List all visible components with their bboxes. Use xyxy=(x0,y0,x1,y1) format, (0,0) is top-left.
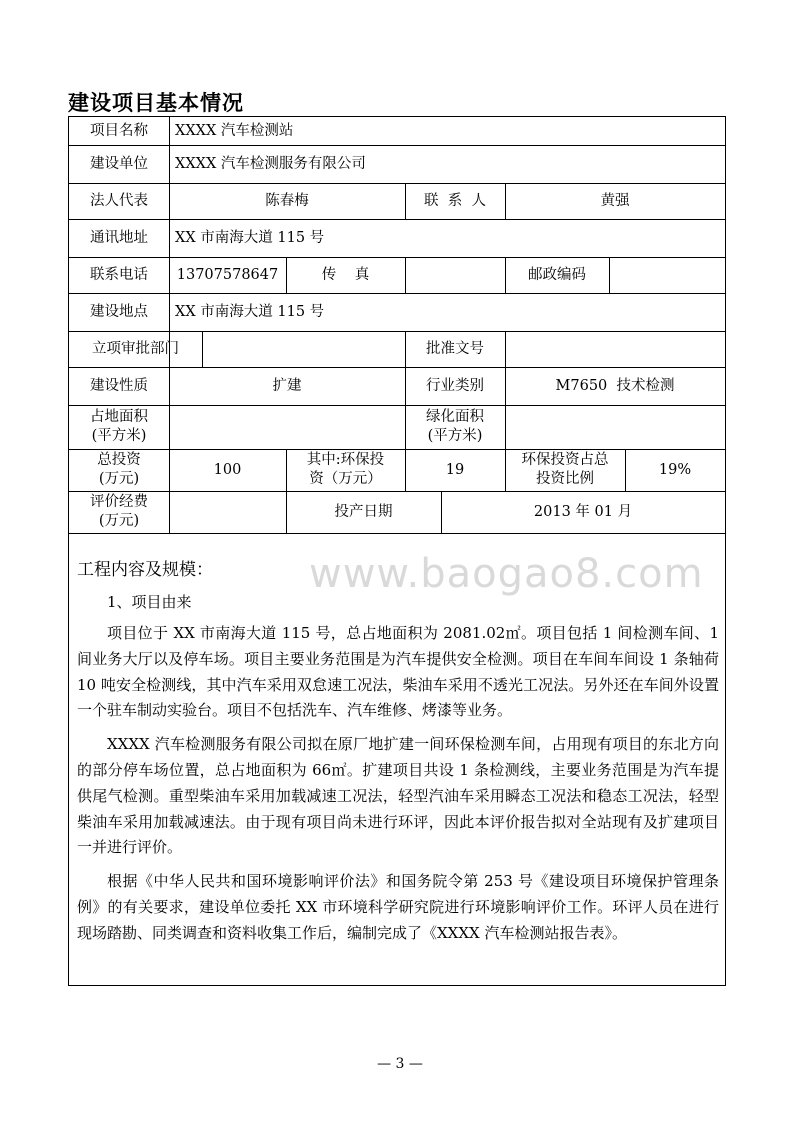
start-date-label: 投产日期 xyxy=(334,503,393,520)
builder-label: 建设单位 xyxy=(90,155,148,172)
section-heading: 工程内容及规模： xyxy=(77,560,213,580)
land-area-label: 占地面积 (平方米) xyxy=(90,409,148,444)
nature-label: 建设性质 xyxy=(90,377,148,394)
env-invest-label: 其中:环保投 资（万元） xyxy=(306,452,385,487)
page-title: 建设项目基本情况 xyxy=(68,91,244,115)
green-area-value xyxy=(505,405,725,449)
approval-dept-value xyxy=(202,331,405,367)
info-table xyxy=(68,116,726,986)
project-name-value: XXXX 汽车检测站 xyxy=(175,122,294,139)
address-label: 通讯地址 xyxy=(90,229,148,246)
site-value: XX 市南海大道 115 号 xyxy=(175,303,325,320)
paragraphs xyxy=(77,621,719,955)
legal-rep-label: 法人代表 xyxy=(90,192,148,209)
phone-label: 联系电话 xyxy=(90,266,148,283)
project-content-section xyxy=(69,543,725,985)
approval-no-label: 批准文号 xyxy=(426,340,484,357)
green-area-label: 绿化面积 (平方米) xyxy=(426,409,484,444)
land-area-value xyxy=(169,405,405,449)
project-name-label: 项目名称 xyxy=(90,122,148,139)
paragraph: XXXX 汽车检测服务有限公司拟在原厂地扩建一间环保检测车间，占用现有项目的东北方向的部分停车场位置，总占地面积为 66㎡。扩建项目共设 1 条检测线，主要业务范围是为汽车提供尾气检测。重型柴油车采用加载减速工况法，轻型汽油车采用瞬态工况法和稳态工况法，轻型柴油车采用加载减速法。由于现有项目尚未进行环评，因此本评价报告拟对全站现有及扩建项目一并进行评价。 xyxy=(77,735,719,857)
contact-value: 黄强 xyxy=(600,192,630,209)
builder-value: XXXX 汽车检测服务有限公司 xyxy=(175,155,366,172)
page-number: — 3 — xyxy=(377,1056,423,1072)
env-ratio-label: 环保投资占总 投资比例 xyxy=(521,452,609,487)
env-invest-value: 19 xyxy=(445,461,465,478)
total-invest-value: 100 xyxy=(213,461,242,478)
env-ratio-value: 19% xyxy=(658,461,692,478)
nature-value: 扩建 xyxy=(272,377,302,394)
phone-value: 13707578647 xyxy=(176,266,279,283)
legal-rep-value: 陈春梅 xyxy=(265,192,309,209)
start-date-value: 2013 年 01 月 xyxy=(533,503,633,520)
postcode-value xyxy=(609,257,725,293)
contact-label: 联 系 人 xyxy=(424,192,486,209)
subsection-heading: 1、项目由来 xyxy=(107,593,192,611)
watermark: www.baogao8.com xyxy=(309,551,704,597)
industry-label: 行业类别 xyxy=(426,377,484,394)
paragraph: 根据《中华人民共和国环境影响评价法》和国务院令第 253 号《建设项目环境保护管理条例》的有关要求，建设单位委托 XX 市环境科学研究院进行环境影响评价工作。环评人员在进行现场踏勘、同类调查和资料收集工作后，编制完成了《XXXX 汽车检测站报告表》。 xyxy=(77,872,719,942)
industry-value: M7650 技术检测 xyxy=(555,377,675,394)
postcode-label: 邮政编码 xyxy=(528,266,586,283)
fax-value xyxy=(405,257,505,293)
fax-label: 传 真 xyxy=(321,266,370,283)
eval-fee-label: 评价经费 (万元) xyxy=(90,494,148,529)
total-invest-label: 总投资 (万元) xyxy=(97,452,141,487)
eval-fee-value xyxy=(169,491,286,533)
site-label: 建设地点 xyxy=(90,303,148,320)
paragraph: 项目位于 XX 市南海大道 115 号，总占地面积为 2081.02㎡。项目包括 1 间检测车间、1 间业务大厅以及停车场。项目主要业务范围是为汽车提供安全检测。项目在车间车间设 1 条轴荷 10 吨安全检测线，其中汽车采用双怠速工况法，柴油车采用不透光工况法。另外还在车间外设置一个驻车制动实验台。项目不包括洗车、汽车维修、烤漆等业务。 xyxy=(77,624,719,720)
approval-no-value xyxy=(505,331,725,367)
address-value: XX 市南海大道 115 号 xyxy=(175,229,325,246)
row-divider xyxy=(69,533,725,534)
approval-dept-label: 立项审批部门 xyxy=(92,340,179,357)
